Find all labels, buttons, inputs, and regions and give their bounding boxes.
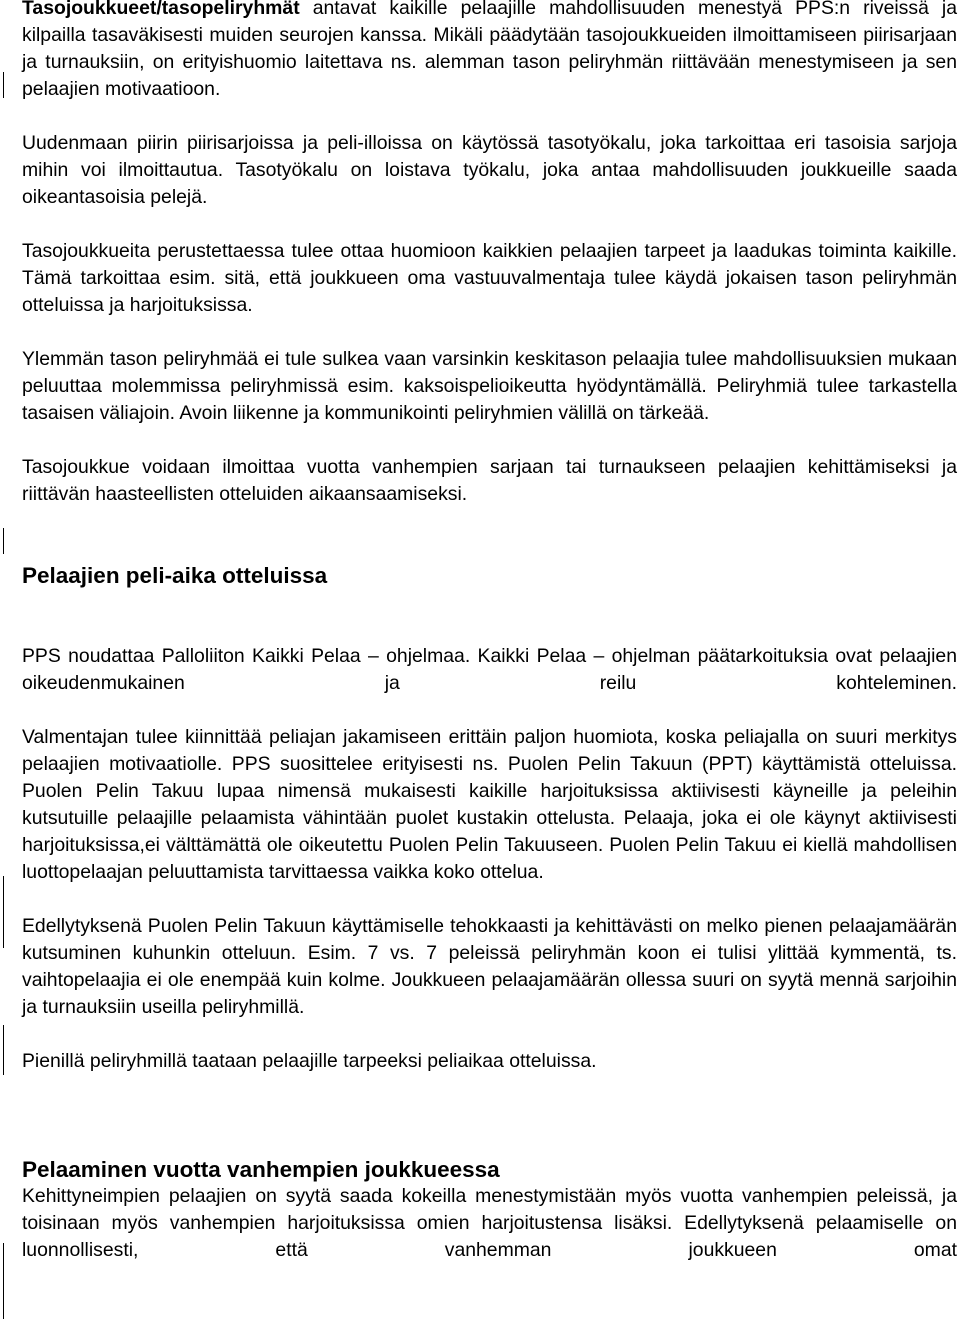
paragraph: Valmentajan tulee kiinnittää peliajan jakamiseen erittäin paljon huomiota, koska peliajalla on suuri merkitys pelaajien motivaatiolle. PPS suosittelee erityisesti ns. Puolen Pelin Takuun (PPT) käyttämistä otteluissa. Puolen Pelin Takuu lupaa nimensä mukaisesti kaikille harjoituksissa aktiivisesti käyneille ja peleihin kutsutuille pelaajille pelaamista vähintään puolet kustakin ottelusta. Pelaaja, joka ei ole käynyt aktiivisesti harjoituksissa,ei välttämättä ole oikeutettu Puolen Pelin Takuuseen. Puolen Pelin Takuu ei kiellä mahdollisen luottopelaajan peluuttamista tarvittaessa vaikka koko ottelua. [22,726,957,883]
document-body [22,0,957,1264]
section-heading: Pelaaminen vuotta vanhempien joukkueessa [22,1157,500,1182]
paragraph: PPS noudattaa Palloliiton Kaikki Pelaa – ohjelmaa. Kaikki Pelaa – ohjelman päätarkoituksia ovat pelaajien oikeudenmukainen ja reilu kohteleminen. [22,645,957,694]
paragraph-text: antavat kaikille pelaajille mahdollisuuden menestyä PPS:n riveissä ja kilpailla tasaväkisesti muiden seurojen kanssa. Mikäli päädytään tasojoukkueiden ilmoittamiseen piirisarjaan ja turnauksiin, on erityishuomio laitettava ns. alemman tason peliryhmän riittävään menestymiseen ja sen pelaajien motivaatioon. [22,0,957,100]
change-bar [3,1025,4,1075]
paragraph: Kehittyneimpien pelaajien on syytä saada kokeilla menestymistään myös vuotta vanhempien peleissä, ja toisinaan myös vanhempien harjoituksissa omien harjoitustensa lisäksi. Edellytyksenä pelaamiselle on luonnollisesti, että vanhemman joukkueen omat [22,1185,957,1261]
paragraph: Ylemmän tason peliryhmää ei tule sulkea vaan varsinkin keskitason pelaajia tulee mahdollisuuksien mukaan peluuttaa molemmissa peliryhmissä esim. kaksoispelioikeutta hyödyntämällä. Peliryhmiä tulee tarkastella tasaisen väliajoin. Avoin liikenne ja kommunikointi peliryhmien välillä on tärkeää. [22,348,957,424]
change-bar [3,528,4,554]
change-bar [3,1243,4,1319]
paragraph: Pienillä peliryhmillä taataan pelaajille tarpeeksi peliaikaa otteluissa. [22,1050,597,1072]
paragraph-lead: Tasojoukkueet/tasopeliryhmät [22,0,300,19]
section-heading: Pelaajien peli-aika otteluissa [22,563,328,588]
paragraph: Edellytyksenä Puolen Pelin Takuun käyttämiselle tehokkaasti ja kehittävästi on melko pienen pelaajamäärän kutsuminen kuhunkin otteluun. Esim. 7 vs. 7 peleissä peliryhmän koon ei tulisi ylittää kymmentä, ts. vaihtopelaajia ei ole enempää kuin kolme. Joukkueen pelaajamäärän ollessa suuri on syytä mennä sarjoihin ja turnauksiin useilla peliryhmillä. [22,915,957,1018]
paragraph [22,0,957,103]
paragraph: Tasojoukkue voidaan ilmoittaa vuotta vanhempien sarjaan tai turnaukseen pelaajien kehittämiseksi ja riittävän haasteellisten otteluiden aikaansaamiseksi. [22,456,957,505]
change-bar [3,72,4,98]
paragraph: Tasojoukkueita perustettaessa tulee ottaa huomioon kaikkien pelaajien tarpeet ja laadukas toiminta kaikille. Tämä tarkoittaa esim. sitä, että joukkueen oma vastuuvalmentaja tulee käydä jokaisen tason peliryhmän otteluissa ja harjoituksissa. [22,240,957,316]
paragraph: Uudenmaan piirin piirisarjoissa ja peli-illoissa on käytössä tasotyökalu, joka tarkoittaa eri tasoisia sarjoja mihin voi ilmoittautua. Tasotyökalu on loistava työkalu, joka antaa mahdollisuuden joukkueille saada oikeantasoisia pelejä. [22,132,957,208]
change-bar [3,876,4,948]
